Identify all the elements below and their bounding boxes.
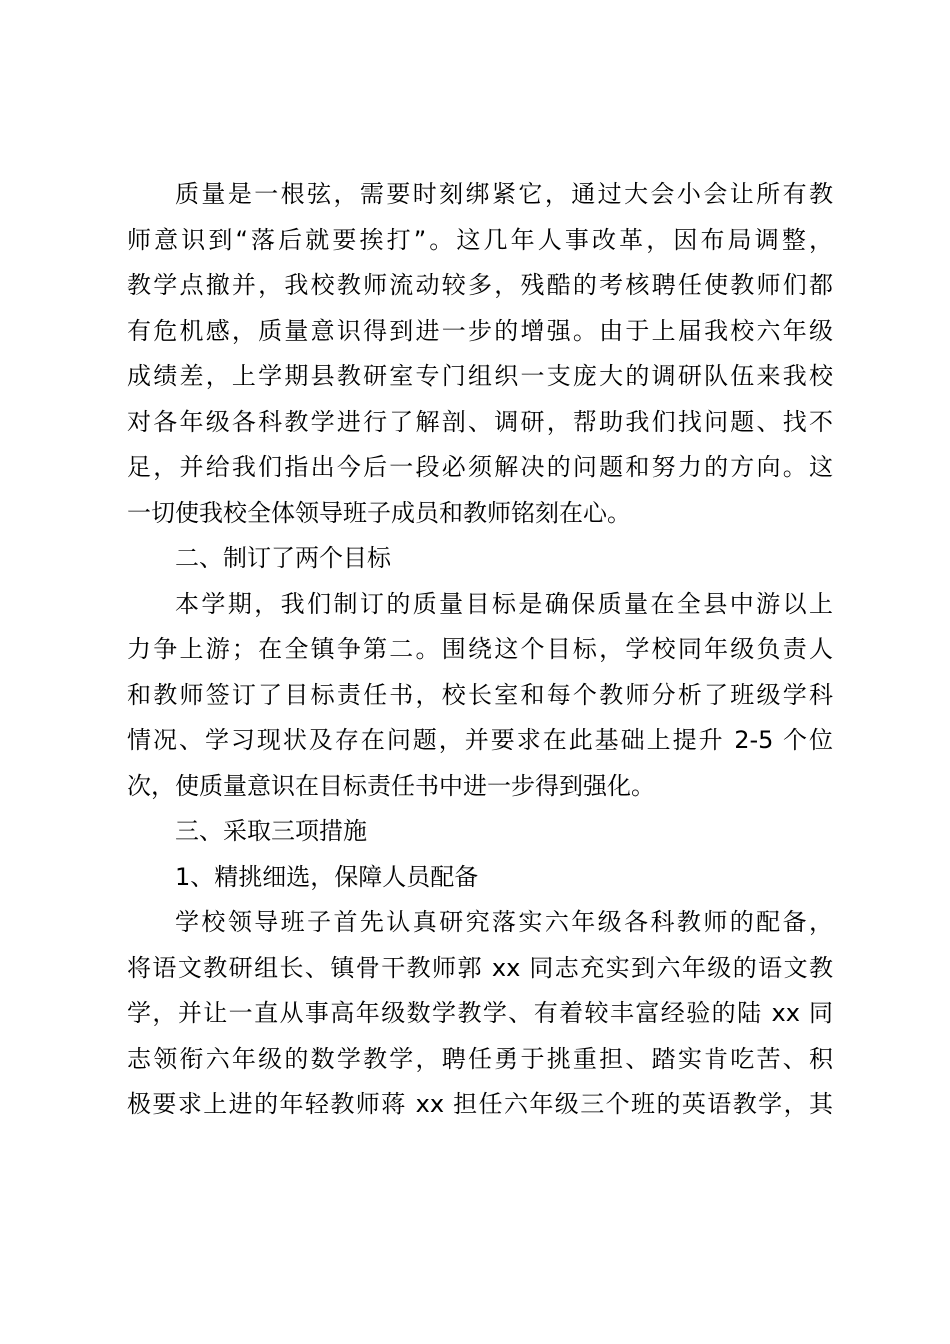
text-line: 极要求上进的年轻教师蒋 xx 担任六年级三个班的英语教学，其 <box>127 1090 833 1118</box>
text-line: 教学点撤并，我校教师流动较多，残酷的考核聘任使教师们都 <box>127 271 833 299</box>
text-line: 力争上游；在全镇争第二。围绕这个目标，学校同年级负责人 <box>127 635 833 663</box>
text-line: 成绩差，上学期县教研室专门组织一支庞大的调研队伍来我校 <box>127 362 833 390</box>
text-line: 一切使我校全体领导班子成员和教师铭刻在心。 <box>127 498 631 527</box>
section-heading-three-measures <box>127 809 833 855</box>
text-line: 和教师签订了目标责任书，校长室和每个教师分析了班级学科 <box>127 680 833 709</box>
section-heading-two-targets <box>127 536 833 582</box>
text-line: 对各年级各科教学进行了解剖、调研，帮助我们找问题、找不 <box>127 407 833 436</box>
text-line: 情况、学习现状及存在问题，并要求在此基础上提升 2-5 个位 <box>127 726 833 754</box>
text-line: 将语文教研组长、镇骨干教师郭 xx 同志充实到六年级的语文教 <box>127 953 833 982</box>
paragraph-quality-targets <box>127 582 833 810</box>
text-line: 次，使质量意识在目标责任书中进一步得到强化。 <box>127 771 655 800</box>
text-line: 足，并给我们指出今后一段必须解决的问题和努力的方向。这 <box>127 453 833 481</box>
text-line: 学，并让一直从事高年级数学教学、有着较丰富经验的陆 xx 同 <box>127 999 833 1027</box>
paragraph-quality-awareness <box>127 172 833 536</box>
heading-line: 二、制订了两个目标 <box>175 544 391 572</box>
subheading-staffing <box>127 855 833 901</box>
heading-line: 三、采取三项措施 <box>175 817 367 845</box>
text-line: 学校领导班子首先认真研究落实六年级各科教师的配备， <box>175 908 833 936</box>
text-line: 本学期，我们制订的质量目标是确保质量在全县中游以上 <box>175 589 833 618</box>
text-line: 志领衔六年级的数学教学，聘任勇于挑重担、踏实肯吃苦、积 <box>127 1044 833 1073</box>
text-line: 质量是一根弦，需要时刻绑紧它，通过大会小会让所有教 <box>175 180 833 208</box>
text-line: 有危机感，质量意识得到进一步的增强。由于上届我校六年级 <box>127 316 833 345</box>
document-body <box>127 172 833 1128</box>
text-line: 师意识到“落后就要挨打”。这几年人事改革，因布局调整， <box>127 225 833 254</box>
heading-line: 1、精挑细选，保障人员配备 <box>175 862 479 891</box>
paragraph-staffing <box>127 900 833 1128</box>
